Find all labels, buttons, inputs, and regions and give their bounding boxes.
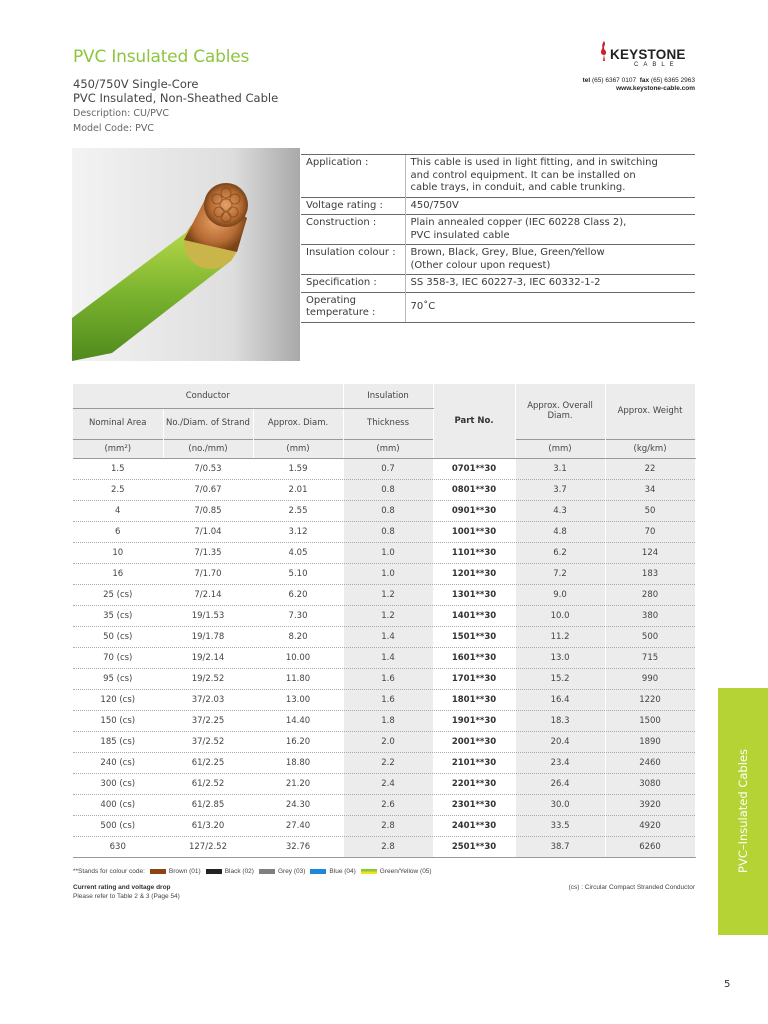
spec-label: Specification :	[301, 275, 405, 293]
cell-thickness: 1.0	[343, 542, 433, 563]
cable-image	[72, 148, 300, 361]
cell-weight: 2460	[605, 752, 695, 773]
table-row	[73, 521, 695, 542]
cell-thickness: 2.2	[343, 752, 433, 773]
cell-weight: 990	[605, 668, 695, 689]
header-thickness: Thickness	[343, 408, 433, 439]
table-row	[73, 584, 695, 605]
table-row	[73, 479, 695, 500]
spec-value: This cable is used in light fitting, and in switching and control equipment. It can be installed on cable trays, in conduit, and cable trunking.	[410, 157, 658, 193]
cell-overall-diam: 4.8	[515, 521, 605, 542]
table-row	[73, 836, 695, 857]
side-tab	[718, 688, 768, 935]
spec-label: Construction :	[301, 215, 405, 245]
cell-conductor-diam: 24.30	[253, 794, 343, 815]
cell-overall-diam: 9.0	[515, 584, 605, 605]
cell-thickness: 2.8	[343, 815, 433, 836]
spec-value: Plain annealed copper (IEC 60228 Class 2), PVC insulated cable	[410, 217, 627, 241]
cell-area: 4	[73, 500, 163, 521]
legend-label: Black (02)	[224, 868, 254, 875]
cell-strand: 37/2.03	[163, 689, 253, 710]
cell-weight: 34	[605, 479, 695, 500]
cell-conductor-diam: 7.30	[253, 605, 343, 626]
cell-area: 50 (cs)	[73, 626, 163, 647]
cell-overall-diam: 7.2	[515, 563, 605, 584]
cell-overall-diam: 10.0	[515, 605, 605, 626]
spec-value: SS 358-3, IEC 60227-3, IEC 60332-1-2	[410, 277, 601, 288]
cell-weight: 380	[605, 605, 695, 626]
header-overall-diam: Approx. Overall Diam.	[515, 384, 605, 439]
spec-row	[301, 275, 695, 293]
cell-part-no: 2001**30	[433, 731, 515, 752]
colour-code-legend	[73, 868, 432, 875]
cell-area: 6	[73, 521, 163, 542]
cell-part-no: 1201**30	[433, 563, 515, 584]
cell-area: 2.5	[73, 479, 163, 500]
cell-overall-diam: 3.7	[515, 479, 605, 500]
cell-area: 300 (cs)	[73, 773, 163, 794]
cell-part-no: 2201**30	[433, 773, 515, 794]
unit-thickness: (mm)	[343, 439, 433, 458]
table-row	[73, 752, 695, 773]
cell-weight: 1890	[605, 731, 695, 752]
cell-overall-diam: 33.5	[515, 815, 605, 836]
cell-part-no: 1701**30	[433, 668, 515, 689]
brand-sub: CABLE	[634, 62, 679, 68]
cell-area: 95 (cs)	[73, 668, 163, 689]
header-conductor-diam: Approx. Diam.	[253, 408, 343, 439]
cell-conductor-diam: 27.40	[253, 815, 343, 836]
cell-area: 150 (cs)	[73, 710, 163, 731]
header-part-no: Part No.	[433, 384, 515, 458]
cell-weight: 1220	[605, 689, 695, 710]
legend-label: Green/Yellow (05)	[379, 868, 432, 875]
spec-row	[301, 245, 695, 275]
cell-thickness: 1.6	[343, 689, 433, 710]
page-title: PVC Insulated Cables	[73, 47, 250, 67]
cell-thickness: 0.7	[343, 458, 433, 479]
cell-area: 10	[73, 542, 163, 563]
cell-area: 120 (cs)	[73, 689, 163, 710]
cell-conductor-diam: 2.55	[253, 500, 343, 521]
legend-intro: **Stands for colour code:	[73, 868, 145, 875]
cell-strand: 7/2.14	[163, 584, 253, 605]
cell-part-no: 2501**30	[433, 836, 515, 857]
spec-label: Voltage rating :	[301, 197, 405, 215]
cell-weight: 3920	[605, 794, 695, 815]
website: www.keystone-cable.com	[616, 85, 695, 92]
cell-thickness: 0.8	[343, 521, 433, 542]
cell-thickness: 2.8	[343, 836, 433, 857]
cell-conductor-diam: 5.10	[253, 563, 343, 584]
cable-data-table	[73, 384, 696, 858]
cell-area: 185 (cs)	[73, 731, 163, 752]
cell-area: 1.5	[73, 458, 163, 479]
cell-overall-diam: 11.2	[515, 626, 605, 647]
cell-strand: 19/2.14	[163, 647, 253, 668]
brand-name: KEYSTONE	[610, 47, 686, 62]
model-code-line: Model Code: PVC	[73, 123, 154, 134]
cell-part-no: 1901**30	[433, 710, 515, 731]
cell-strand: 7/1.04	[163, 521, 253, 542]
table-row	[73, 500, 695, 521]
cell-strand: 37/2.25	[163, 710, 253, 731]
legend-label: Brown (01)	[168, 868, 201, 875]
side-tab-label: PVC–Insulated Cables	[736, 749, 750, 873]
legend-item-blue	[310, 868, 355, 875]
table-row	[73, 668, 695, 689]
cell-part-no: 1401**30	[433, 605, 515, 626]
spec-value: Brown, Black, Grey, Blue, Green/Yellow (Other colour upon request)	[410, 247, 605, 271]
cell-area: 400 (cs)	[73, 794, 163, 815]
spec-row	[301, 215, 695, 245]
cell-overall-diam: 15.2	[515, 668, 605, 689]
tel-label: tel	[582, 77, 591, 84]
current-rating-reference: Please refer to Table 2 & 3 (Page 54)	[73, 893, 180, 900]
cell-conductor-diam: 18.80	[253, 752, 343, 773]
table-row	[73, 794, 695, 815]
cell-conductor-diam: 10.00	[253, 647, 343, 668]
table-row	[73, 626, 695, 647]
cell-conductor-diam: 2.01	[253, 479, 343, 500]
cell-weight: 183	[605, 563, 695, 584]
cell-conductor-diam: 32.76	[253, 836, 343, 857]
cell-overall-diam: 4.3	[515, 500, 605, 521]
spec-row	[301, 155, 695, 198]
table-row	[73, 458, 695, 479]
spec-value: 70˚C	[410, 300, 436, 312]
swatch-green-yellow	[361, 869, 377, 874]
cell-conductor-diam: 16.20	[253, 731, 343, 752]
cell-conductor-diam: 21.20	[253, 773, 343, 794]
header-conductor: Conductor	[73, 384, 343, 408]
fax-number: (65) 6365 2963	[650, 77, 695, 84]
legend-item-brown	[150, 868, 201, 875]
subtitle-type: PVC Insulated, Non-Sheathed Cable	[73, 91, 279, 105]
spec-row	[301, 197, 695, 215]
table-row	[73, 563, 695, 584]
cell-strand: 19/2.52	[163, 668, 253, 689]
cell-weight: 70	[605, 521, 695, 542]
cell-thickness: 2.6	[343, 794, 433, 815]
cell-overall-diam: 20.4	[515, 731, 605, 752]
header-weight: Approx. Weight	[605, 384, 695, 439]
cs-footnote: (cs) : Circular Compact Stranded Conductor	[568, 884, 695, 891]
unit-strand: (no./mm)	[163, 439, 253, 458]
legend-item-green-yellow	[361, 868, 432, 875]
table-row	[73, 773, 695, 794]
cell-part-no: 2401**30	[433, 815, 515, 836]
cell-strand: 19/1.78	[163, 626, 253, 647]
cell-area: 630	[73, 836, 163, 857]
cell-area: 35 (cs)	[73, 605, 163, 626]
swatch-blue	[310, 869, 326, 874]
spec-label: Operating temperature :	[301, 292, 405, 322]
table-row	[73, 815, 695, 836]
cell-area: 500 (cs)	[73, 815, 163, 836]
spec-table	[301, 154, 695, 323]
cell-weight: 280	[605, 584, 695, 605]
legend-label: Blue (04)	[329, 868, 356, 875]
cell-conductor-diam: 3.12	[253, 521, 343, 542]
cell-weight: 4920	[605, 815, 695, 836]
cell-weight: 715	[605, 647, 695, 668]
cell-thickness: 0.8	[343, 500, 433, 521]
cell-conductor-diam: 1.59	[253, 458, 343, 479]
cell-area: 240 (cs)	[73, 752, 163, 773]
unit-conductor-diam: (mm)	[253, 439, 343, 458]
cell-strand: 61/2.25	[163, 752, 253, 773]
cell-weight: 124	[605, 542, 695, 563]
brand-logo	[598, 38, 698, 73]
table-row	[73, 647, 695, 668]
cell-thickness: 1.4	[343, 626, 433, 647]
cell-thickness: 1.8	[343, 710, 433, 731]
cell-strand: 61/3.20	[163, 815, 253, 836]
cell-thickness: 2.0	[343, 731, 433, 752]
cell-thickness: 1.0	[343, 563, 433, 584]
fax-label: fax	[639, 77, 650, 84]
unit-overall-diam: (mm)	[515, 439, 605, 458]
cell-thickness: 0.8	[343, 479, 433, 500]
cell-conductor-diam: 14.40	[253, 710, 343, 731]
swatch-brown	[150, 869, 166, 874]
spec-row	[301, 292, 695, 322]
cell-thickness: 1.6	[343, 668, 433, 689]
cell-strand: 7/1.35	[163, 542, 253, 563]
cell-strand: 61/2.52	[163, 773, 253, 794]
table-row	[73, 605, 695, 626]
cell-part-no: 1301**30	[433, 584, 515, 605]
cell-overall-diam: 38.7	[515, 836, 605, 857]
current-rating-title: Current rating and voltage drop	[73, 884, 171, 891]
cell-overall-diam: 26.4	[515, 773, 605, 794]
cell-strand: 37/2.52	[163, 731, 253, 752]
spec-value: 450/750V	[410, 199, 459, 211]
description-line: Description: CU/PVC	[73, 108, 169, 119]
cell-overall-diam: 23.4	[515, 752, 605, 773]
cell-overall-diam: 18.3	[515, 710, 605, 731]
flame-icon	[598, 40, 610, 62]
cell-weight: 22	[605, 458, 695, 479]
cell-part-no: 0901**30	[433, 500, 515, 521]
header-insulation: Insulation	[343, 384, 433, 408]
cell-area: 16	[73, 563, 163, 584]
table-row	[73, 710, 695, 731]
cell-part-no: 0701**30	[433, 458, 515, 479]
cell-overall-diam: 13.0	[515, 647, 605, 668]
legend-item-grey	[259, 868, 305, 875]
cell-conductor-diam: 13.00	[253, 689, 343, 710]
subtitle-voltage: 450/750V Single-Core	[73, 77, 199, 91]
cell-weight: 1500	[605, 710, 695, 731]
cell-part-no: 2301**30	[433, 794, 515, 815]
cell-part-no: 1001**30	[433, 521, 515, 542]
table-row	[73, 689, 695, 710]
cell-part-no: 0801**30	[433, 479, 515, 500]
cell-weight: 500	[605, 626, 695, 647]
header-nominal-area: Nominal Area	[73, 408, 163, 439]
cell-strand: 127/2.52	[163, 836, 253, 857]
table-row	[73, 542, 695, 563]
cell-part-no: 1801**30	[433, 689, 515, 710]
cell-thickness: 1.2	[343, 605, 433, 626]
tel-number: (65) 6367 0107	[591, 77, 637, 84]
cell-strand: 61/2.85	[163, 794, 253, 815]
cell-weight: 6260	[605, 836, 695, 857]
unit-weight: (kg/km)	[605, 439, 695, 458]
cell-conductor-diam: 4.05	[253, 542, 343, 563]
unit-area: (mm²)	[73, 439, 163, 458]
cell-strand: 7/0.67	[163, 479, 253, 500]
spec-label: Application :	[301, 155, 405, 198]
cell-strand: 7/0.85	[163, 500, 253, 521]
cell-thickness: 1.4	[343, 647, 433, 668]
cell-strand: 7/1.70	[163, 563, 253, 584]
cell-conductor-diam: 8.20	[253, 626, 343, 647]
cell-area: 70 (cs)	[73, 647, 163, 668]
legend-label: Grey (03)	[277, 868, 306, 875]
cell-strand: 19/1.53	[163, 605, 253, 626]
spec-label: Insulation colour :	[301, 245, 405, 275]
cell-part-no: 2101**30	[433, 752, 515, 773]
cell-part-no: 1601**30	[433, 647, 515, 668]
cell-conductor-diam: 6.20	[253, 584, 343, 605]
page-number: 5	[724, 979, 731, 990]
cell-overall-diam: 30.0	[515, 794, 605, 815]
cell-part-no: 1101**30	[433, 542, 515, 563]
swatch-black	[206, 869, 222, 874]
cell-thickness: 2.4	[343, 773, 433, 794]
swatch-grey	[259, 869, 275, 874]
cell-thickness: 1.2	[343, 584, 433, 605]
cell-strand: 7/0.53	[163, 458, 253, 479]
header-strand: No./Diam. of Strand	[163, 408, 253, 439]
legend-item-black	[206, 868, 254, 875]
cell-overall-diam: 6.2	[515, 542, 605, 563]
cell-area: 25 (cs)	[73, 584, 163, 605]
cell-conductor-diam: 11.80	[253, 668, 343, 689]
cell-weight: 50	[605, 500, 695, 521]
cell-part-no: 1501**30	[433, 626, 515, 647]
cell-weight: 3080	[605, 773, 695, 794]
table-row	[73, 731, 695, 752]
cell-overall-diam: 16.4	[515, 689, 605, 710]
cell-overall-diam: 3.1	[515, 458, 605, 479]
